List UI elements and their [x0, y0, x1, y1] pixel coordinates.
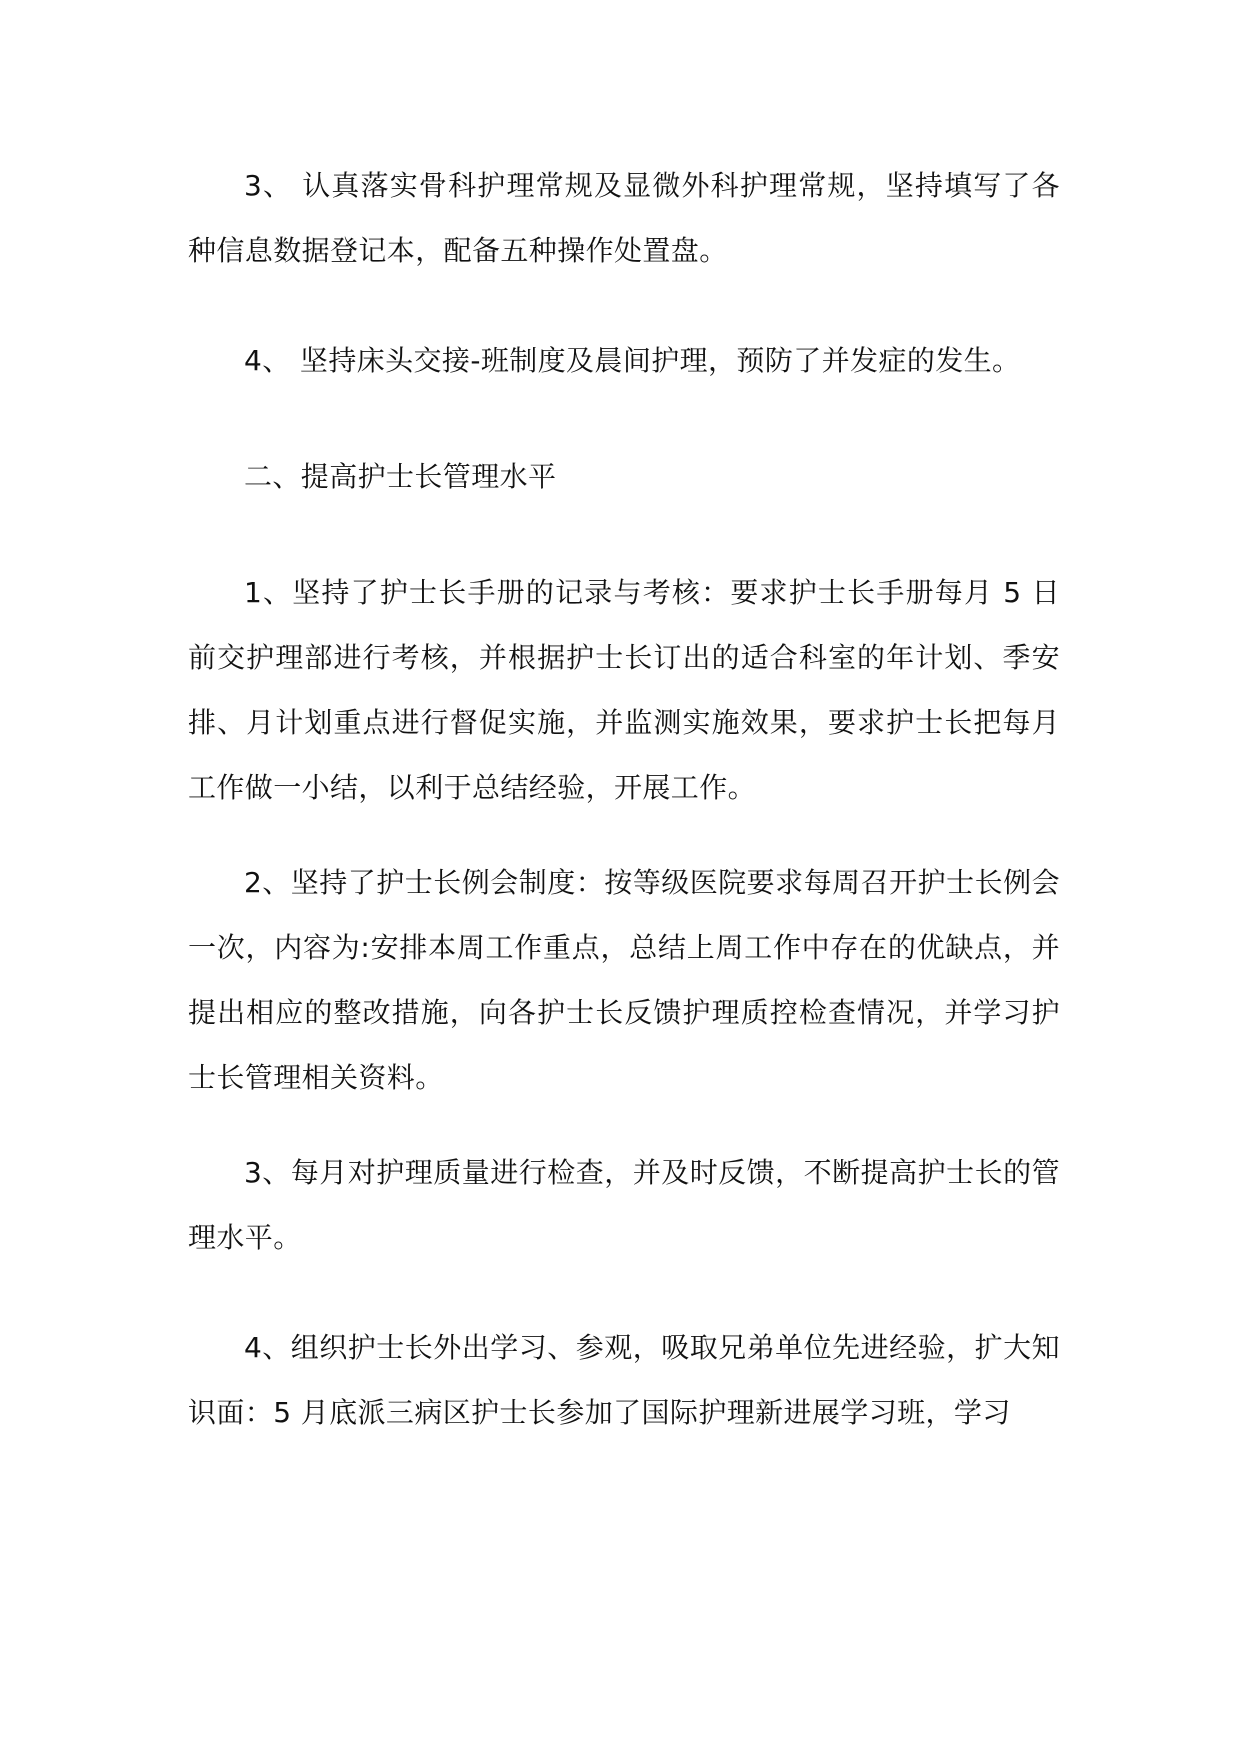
section-heading-head-nurse-management: 二、提高护士长管理水平: [244, 460, 557, 493]
paragraph-item-4-bedside-handover: 4、 坚持床头交接-班制度及晨间护理，预防了并发症的发生。: [244, 344, 1021, 377]
paragraph-item-3-orthopedic-care: 3、 认真落实骨科护理常规及显微外科护理常规，坚持填写了各种信息数据登记本，配备五种操作处置盘。: [188, 169, 1060, 267]
paragraph-item-4-external-study: 4、组织护士长外出学习、参观，吸取兄弟单位先进经验，扩大知识面：5 月底派三病区护士长参加了国际护理新进展学习班，学习: [188, 1331, 1060, 1429]
paragraph-item-1-head-nurse-handbook: 1、坚持了护士长手册的记录与考核：要求护士长手册每月 5 日前交护理部进行考核，并根据护士长订出的适合科室的年计划、季安排、月计划重点进行督促实施，并监测实施效果，要求护士长把每月工作做一小结，以利于总结经验，开展工作。: [188, 576, 1060, 804]
paragraph-item-3-quality-inspection: 3、每月对护理质量进行检查，并及时反馈，不断提高护士长的管理水平。: [188, 1156, 1060, 1254]
paragraph-item-2-head-nurse-meeting: 2、坚持了护士长例会制度：按等级医院要求每周召开护士长例会一次，内容为:安排本周工作重点，总结上周工作中存在的优缺点，并提出相应的整改措施，向各护士长反馈护理质控检查情况，并学习护士长管理相关资料。: [188, 866, 1060, 1094]
